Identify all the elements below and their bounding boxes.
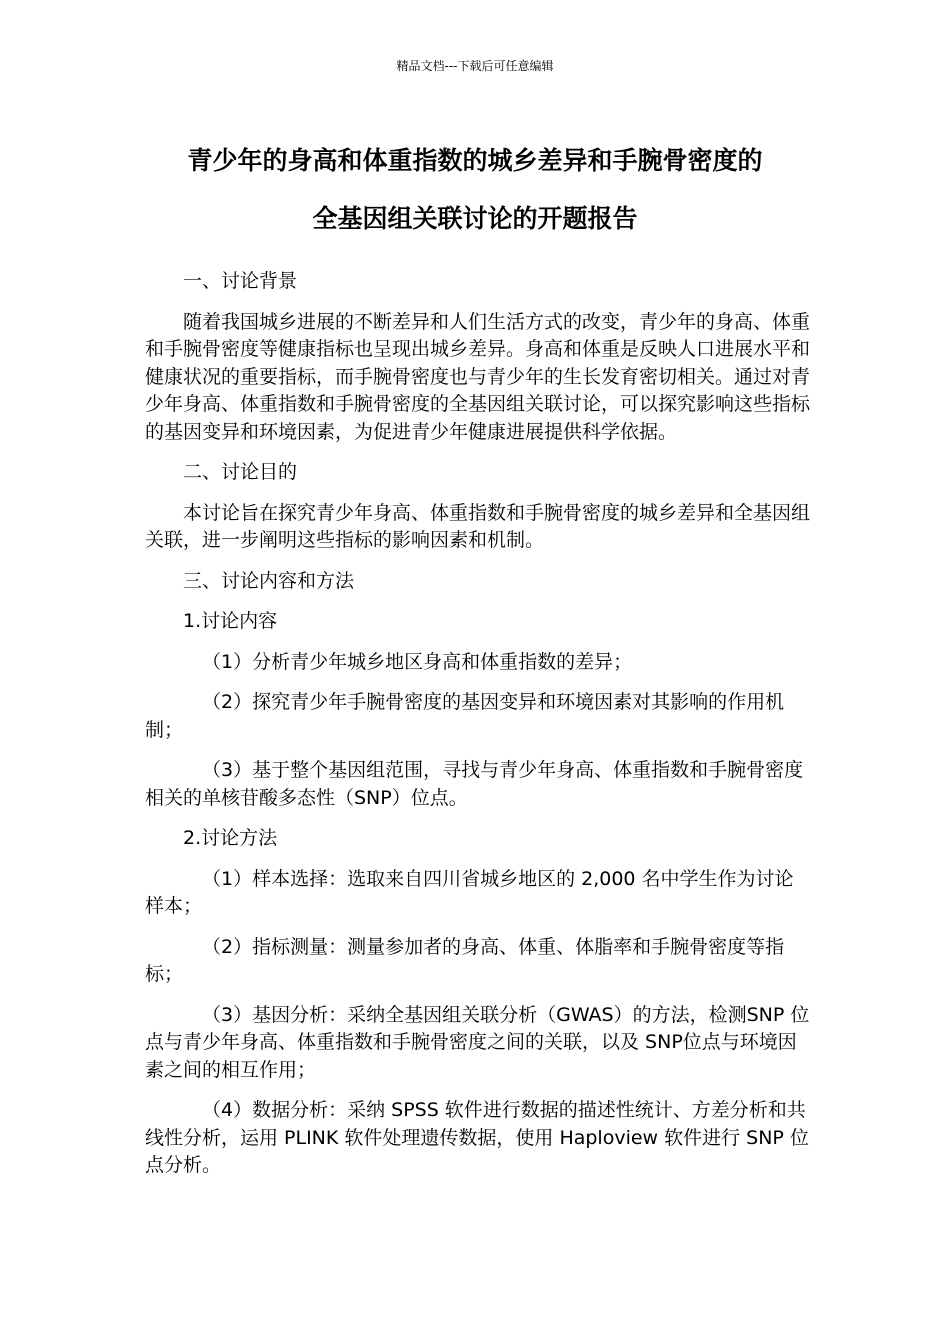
section-heading-purpose: 二、讨论目的: [183, 461, 298, 483]
content-item: （2）探究青少年手腕骨密度的基因变异和环境因素对其影响的作用机制；: [145, 691, 785, 741]
method-item: （2）指标测量：测量参加者的身高、体重、体脂率和手腕骨密度等指标；: [145, 935, 785, 985]
section-heading-background: 一、讨论背景: [183, 270, 298, 292]
paragraph-background: 随着我国城乡进展的不断差异和人们生活方式的改变，青少年的身高、体重和手腕骨密度等健康指标也呈现出城乡差异。身高和体重是反映人口进展水平和健康状况的重要指标，而手腕骨密度也与青少年的生长发育密切相关。通过对青少年身高、体重指数和手腕骨密度的全基因组关联讨论，可以探究影响这些指标的基因变异和环境因素，为促进青少年健康进展提供科学依据。: [145, 310, 811, 443]
document-title: [120, 132, 830, 248]
title-line-2: 全基因组关联讨论的开题报告: [312, 204, 638, 233]
subheading-content: 1.讨论内容: [183, 610, 278, 632]
method-item: （1）样本选择：选取来自四川省城乡地区的 2,000 名中学生作为讨论样本；: [145, 867, 794, 917]
method-item: （4）数据分析：采纳 SPSS 软件进行数据的描述性统计、方差分析和共线性分析，运用 PLINK 软件处理遗传数据，使用 Haploview 软件进行 SNP 位点分析。: [145, 1099, 809, 1176]
method-item: （3）基因分析：采纳全基因组关联分析（GWAS）的方法，检测SNP 位点与青少年身高、体重指数和手腕骨密度之间的关联，以及 SNP位点与环境因素之间的相互作用；: [145, 1003, 810, 1081]
section-heading-content-method: 三、讨论内容和方法: [183, 569, 355, 592]
content-item: （3）基于整个基因组范围，寻找与青少年身高、体重指数和手腕骨密度相关的单核苷酸多态性（SNP）位点。: [145, 759, 804, 809]
subheading-method: 2.讨论方法: [183, 827, 278, 849]
paragraph-purpose: 本讨论旨在探究青少年身高、体重指数和手腕骨密度的城乡差异和全基因组关联，进一步阐明这些指标的影响因素和机制。: [145, 501, 811, 551]
header-note: 精品文档---下载后可任意编辑: [396, 59, 554, 73]
content-item: （1）分析青少年城乡地区身高和体重指数的差异；: [202, 650, 633, 673]
title-line-1: 青少年的身高和体重指数的城乡差异和手腕骨密度的: [187, 146, 763, 175]
document-body: [145, 268, 810, 1193]
